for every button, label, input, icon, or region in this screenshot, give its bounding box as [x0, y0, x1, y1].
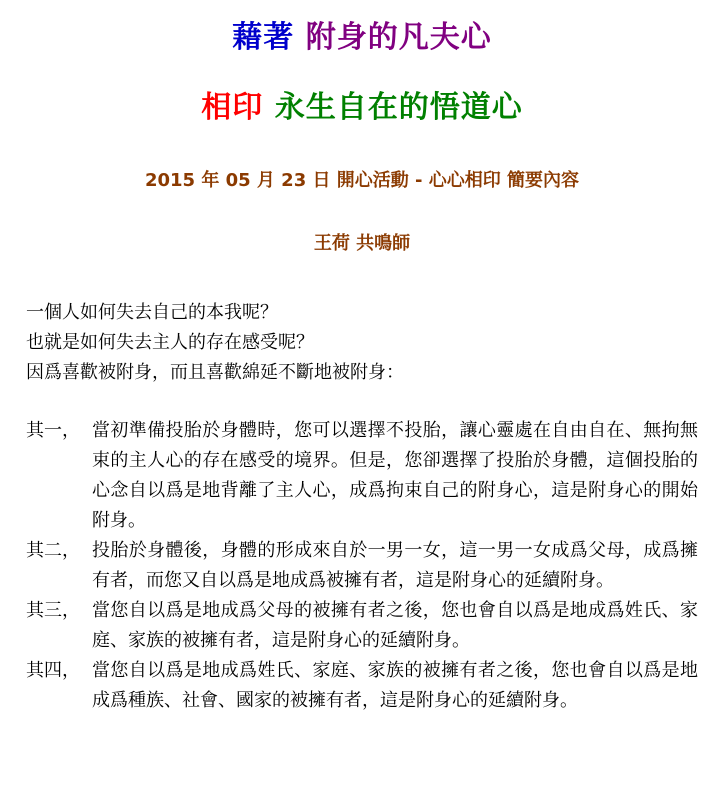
title-line-2	[0, 82, 724, 126]
title-2-part-b: 永生自在的悟道心	[274, 90, 523, 125]
intro-line: 因爲喜歡被附身，而且喜歡綿延不斷地被附身：	[26, 362, 404, 383]
list-item	[26, 656, 698, 716]
list-item	[26, 536, 698, 596]
title-1-part-b: 附身的凡夫心	[305, 20, 492, 55]
date-line: 2015 年 05 月 23 日 開心活動 - 心心相印 簡要內容	[144, 170, 580, 191]
list-item	[26, 416, 698, 536]
intro-line: 一個人如何失去自己的本我呢？	[26, 302, 278, 323]
item-text: 當您自以爲是地成爲姓氏、家庭、家族的被擁有者之後，您也會自以爲是地成爲種族、社會、國家的被擁有者，這是附身心的延續附身。	[92, 660, 698, 711]
list-item	[26, 596, 698, 656]
title-2-part-a: 相印	[201, 90, 264, 125]
item-label: 其四，	[26, 660, 80, 681]
item-label: 其一，	[26, 420, 80, 441]
intro-line: 也就是如何失去主人的存在感受呢？	[26, 332, 314, 353]
title-1-part-a: 藉著	[232, 20, 295, 55]
intro-paragraph	[26, 298, 706, 388]
title-line-1	[0, 12, 724, 56]
item-label: 其二，	[26, 540, 80, 561]
author-line: 王荷 共鳴師	[313, 233, 411, 254]
item-label: 其三，	[26, 600, 80, 621]
point-list	[26, 416, 698, 716]
item-text: 當初準備投胎於身體時，您可以選擇不投胎，讓心靈處在自由自在、無拘無束的主人心的存在感受的境界。但是，您卻選擇了投胎於身體，這個投胎的心念自以爲是地背離了主人心，成爲拘束自己的附身心，這是附身心的開始附身。	[92, 420, 698, 531]
item-text: 投胎於身體後，身體的形成來自於一男一女，這一男一女成爲父母，成爲擁有者，而您又自以爲是地成爲被擁有者，這是附身心的延續附身。	[92, 540, 698, 591]
item-text: 當您自以爲是地成爲父母的被擁有者之後，您也會自以爲是地成爲姓氏、家庭、家族的被擁有者，這是附身心的延續附身。	[92, 600, 698, 651]
